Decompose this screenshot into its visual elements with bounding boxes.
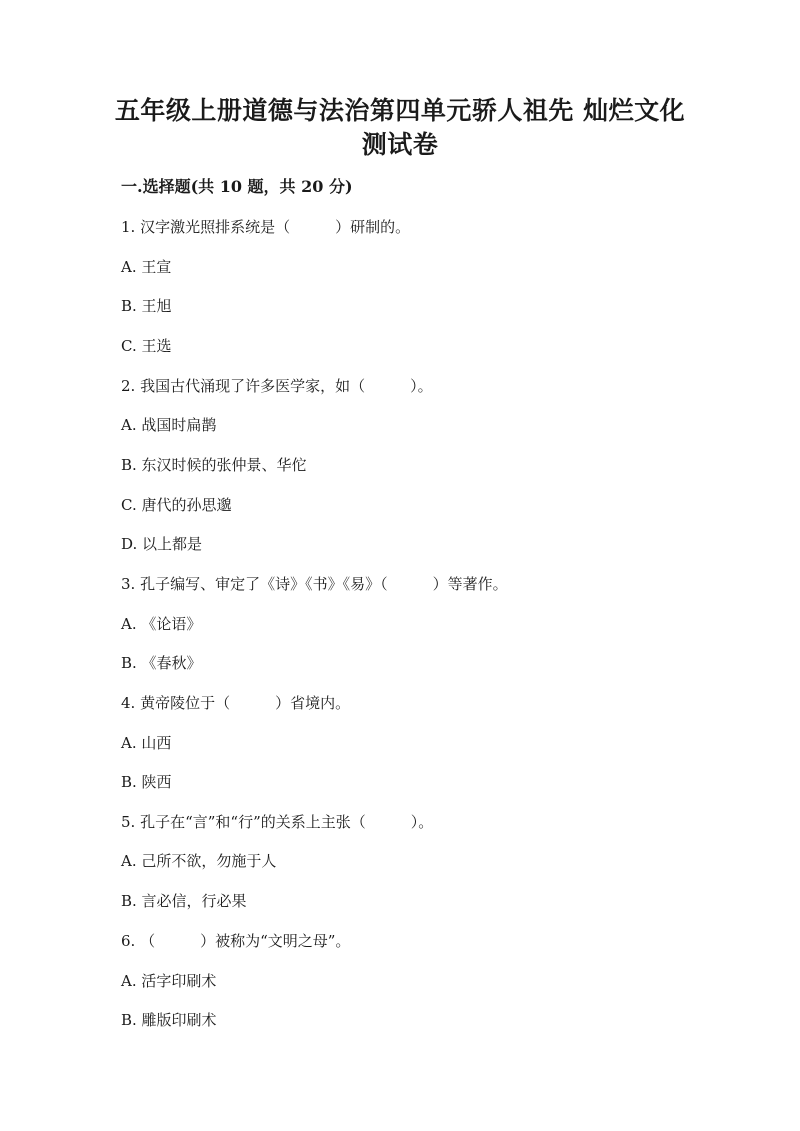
question-stem: 3. 孔子编写、审定了《诗》《书》《易》（ ）等著作。 (121, 575, 508, 593)
answer-option: B. 王旭 (121, 297, 172, 315)
question-stem: 5. 孔子在“言”和“行”的关系上主张（ ）。 (121, 813, 434, 831)
question-stem: 1. 汉字激光照排系统是（ ）研制的。 (121, 218, 411, 236)
question-stem: 2. 我国古代涌现了许多医学家，如（ ）。 (121, 377, 433, 395)
answer-option: C. 唐代的孙思邈 (121, 496, 232, 514)
question-stem: 4. 黄帝陵位于（ ）省境内。 (121, 694, 351, 712)
answer-option: B. 陕西 (121, 773, 172, 791)
answer-option: A. 己所不欲，勿施于人 (121, 852, 277, 870)
answer-option: B. 雕版印刷术 (121, 1011, 217, 1029)
answer-option: A. 山西 (121, 734, 172, 752)
answer-option: B. 东汉时候的张仲景、华佗 (121, 456, 307, 474)
answer-option: A. 活字印刷术 (121, 972, 217, 990)
answer-option: B. 言必信，行必果 (121, 892, 247, 910)
answer-option: A. 战国时扁鹊 (121, 416, 217, 434)
document-title-continued: 测试卷 (361, 130, 439, 159)
answer-option: A. 《论语》 (121, 615, 202, 633)
answer-option: B. 《春秋》 (121, 654, 202, 672)
answer-option: A. 王宣 (121, 258, 172, 276)
question-stem: 6. （ ）被称为“文明之母”。 (121, 932, 351, 950)
answer-option: C. 王选 (121, 337, 172, 355)
section-heading: 一.选择题(共 10 题，共 20 分) (121, 177, 353, 196)
answer-option: D. 以上都是 (121, 535, 203, 553)
document-title: 五年级上册道德与法治第四单元骄人祖先 灿烂文化 (114, 96, 686, 125)
